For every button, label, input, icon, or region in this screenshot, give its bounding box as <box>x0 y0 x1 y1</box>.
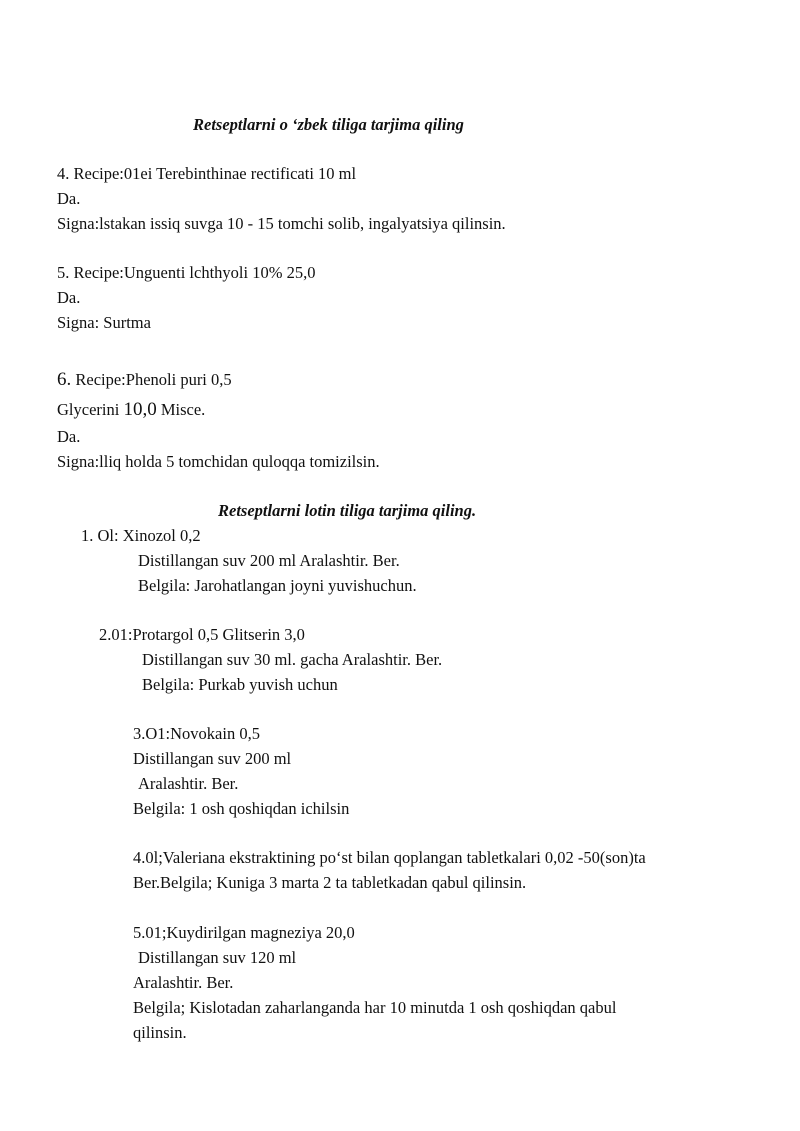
recipe4-line1: 4. Recipe:01ei Terebinthinae rectificati 10 ml <box>57 164 357 183</box>
item5-line1: 5.01;Kuydirilgan magneziya 20,0 <box>133 923 355 942</box>
item3-line2: Distillangan suv 200 ml <box>133 749 292 768</box>
recipe6-line2-pre: Glycerini <box>57 400 124 419</box>
item3-line4: Belgila: 1 osh qoshiqdan ichilsin <box>133 799 350 818</box>
item1-line2: Distillangan suv 200 ml Aralashtir. Ber. <box>138 551 400 570</box>
recipe6-line1 <box>57 370 232 390</box>
recipe6-number: 6. <box>57 369 72 390</box>
recipe6-line2-num: 10,0 <box>123 399 157 420</box>
recipe4-line3: Signa:lstakan issiq suvga 10 - 15 tomchi solib, ingalyatsiya qilinsin. <box>57 214 506 233</box>
item1-line1: 1. Ol: Xinozol 0,2 <box>81 526 201 545</box>
item3-line1: 3.O1:Novokain 0,5 <box>133 724 260 743</box>
recipe6-line2-post: Misce. <box>156 400 206 419</box>
item1-line3: Belgila: Jarohatlangan joyni yuvishuchun. <box>138 576 417 595</box>
item4-line1: 4.0l;Valeriana ekstraktining po‘st bilan qoplangan tabletkalari 0,02 -50(son)ta <box>133 848 646 867</box>
item5-line2: Distillangan suv 120 ml <box>138 948 297 967</box>
recipe6-line1-text: Recipe:Phenoli puri 0,5 <box>71 370 232 389</box>
recipe5-line1: 5. Recipe:Unguenti lchthyoli 10% 25,0 <box>57 263 316 282</box>
item5-line4: Belgila; Kislotadan zaharlanganda har 10 minutda 1 osh qoshiqdan qabul <box>133 998 617 1017</box>
recipe6-line3: Da. <box>57 427 81 446</box>
recipe6-line4: Signa:lliq holda 5 tomchidan quloqqa tomizilsin. <box>57 452 380 471</box>
recipe5-line3: Signa: Surtma <box>57 313 151 332</box>
item4-line2: Ber.Belgila; Kuniga 3 marta 2 ta tabletkadan qabul qilinsin. <box>133 873 527 892</box>
item5-line5: qilinsin. <box>133 1023 187 1042</box>
recipe4-line2: Da. <box>57 189 81 208</box>
item2-line1: 2.01:Protargol 0,5 Glitserin 3,0 <box>99 625 305 644</box>
item3-line3: Aralashtir. Ber. <box>138 774 239 793</box>
section1-heading: Retseptlarni o ‘zbek tiliga tarjima qiling <box>193 115 464 134</box>
section2-heading: Retseptlarni lotin tiliga tarjima qiling. <box>218 501 477 520</box>
item2-line2: Distillangan suv 30 ml. gacha Aralashtir. Ber. <box>142 650 443 669</box>
recipe6-line2 <box>57 400 205 420</box>
item5-line3: Aralashtir. Ber. <box>133 973 234 992</box>
recipe5-line2: Da. <box>57 288 81 307</box>
item2-line3: Belgila: Purkab yuvish uchun <box>142 675 338 694</box>
